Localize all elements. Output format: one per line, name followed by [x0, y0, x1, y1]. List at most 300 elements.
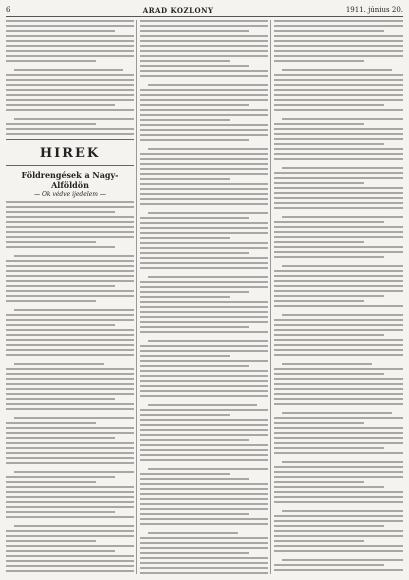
column-divider [136, 20, 137, 574]
text-line [6, 403, 134, 405]
text-line [140, 178, 230, 180]
text-line [140, 547, 268, 549]
text-line [6, 216, 134, 218]
text-line [14, 525, 134, 527]
text-line [274, 344, 403, 346]
text-line [140, 188, 268, 190]
text-line [140, 65, 249, 67]
text-line [6, 388, 134, 390]
text-line [274, 383, 403, 385]
text-line [140, 35, 268, 37]
text-line [6, 99, 134, 101]
text-line [140, 331, 268, 333]
text-line [274, 290, 403, 292]
text-line [6, 378, 134, 380]
text-line [140, 183, 268, 185]
text-line [6, 109, 134, 111]
text-line [14, 363, 104, 365]
text-line [6, 285, 115, 287]
text-line [6, 300, 96, 302]
text-line [6, 530, 134, 532]
text-line [140, 242, 268, 244]
text-line [274, 74, 403, 76]
text-line [140, 134, 268, 136]
text-line [274, 422, 364, 424]
text-line [274, 50, 403, 52]
text-line [274, 545, 403, 547]
text-line [6, 50, 134, 52]
text-line [140, 163, 268, 165]
text-line [274, 143, 384, 145]
text-line [274, 378, 403, 380]
text-line [274, 30, 384, 32]
text-line [274, 89, 403, 91]
text-line [6, 329, 134, 331]
text-line [140, 237, 230, 239]
text-line [6, 516, 134, 518]
text-line [282, 461, 403, 463]
text-line [6, 35, 134, 37]
text-line [140, 267, 268, 269]
text-line [140, 537, 268, 539]
text-line [140, 355, 230, 357]
text-line [274, 94, 403, 96]
text-line [6, 275, 134, 277]
text-line [274, 60, 364, 62]
text-line [140, 508, 268, 510]
text-line [6, 491, 134, 493]
text-line [6, 540, 96, 542]
text-line [140, 291, 249, 293]
text-line [6, 265, 134, 267]
text-line [14, 309, 134, 311]
text-line [140, 94, 268, 96]
text-line [6, 104, 115, 106]
text-line [6, 560, 134, 562]
text-line [140, 89, 268, 91]
column-divider [270, 20, 271, 574]
text-line [140, 262, 268, 264]
text-line [140, 488, 268, 490]
text-line [274, 153, 403, 155]
text-line [274, 486, 384, 488]
text-line [14, 69, 123, 71]
text-line [274, 285, 403, 287]
text-line [14, 417, 134, 419]
text-line [140, 198, 268, 200]
text-line [282, 314, 403, 316]
text-line [6, 408, 134, 410]
text-line [6, 231, 134, 233]
text-line [140, 321, 268, 323]
text-line [140, 513, 249, 515]
text-line [274, 437, 403, 439]
text-line [274, 280, 403, 282]
text-line [6, 457, 134, 459]
text-line [140, 572, 268, 574]
text-line [140, 227, 268, 229]
text-line [274, 339, 403, 341]
text-line [148, 532, 238, 534]
text-line [274, 270, 403, 272]
text-line [140, 518, 268, 520]
text-line [274, 197, 403, 199]
text-line [274, 20, 403, 22]
text-line [140, 301, 268, 303]
text-line [282, 167, 403, 169]
text-line [140, 444, 268, 446]
text-line [140, 395, 268, 397]
text-line [274, 133, 403, 135]
text-line [140, 124, 268, 126]
text-line [274, 109, 403, 111]
text-line [274, 104, 384, 106]
text-line [6, 241, 96, 243]
text-line [140, 454, 268, 456]
text-line [6, 462, 134, 464]
text-line [140, 493, 268, 495]
text-line [6, 339, 134, 341]
text-line [148, 276, 268, 278]
text-line [274, 354, 403, 356]
text-line [140, 203, 268, 205]
text-line [6, 535, 134, 537]
text-line [140, 326, 249, 328]
text-line [282, 216, 403, 218]
text-line [6, 74, 134, 76]
text-line [6, 398, 115, 400]
text-line [6, 496, 134, 498]
column-left [6, 20, 134, 574]
column-middle [140, 20, 268, 574]
text-line [274, 530, 403, 532]
text-line [6, 383, 134, 385]
text-line [6, 314, 134, 316]
text-line [140, 478, 249, 480]
text-line [274, 79, 403, 81]
text-line [282, 118, 403, 120]
issue-date: 1911. június 20. [345, 6, 403, 14]
text-line [140, 498, 268, 500]
text-line [140, 409, 268, 411]
text-line [282, 69, 392, 71]
text-line [140, 247, 268, 249]
text-line [274, 481, 364, 483]
text-line [274, 349, 403, 351]
text-line [6, 476, 115, 478]
text-line [140, 390, 268, 392]
text-line [140, 30, 249, 32]
text-line [274, 540, 364, 542]
text-line [140, 473, 230, 475]
text-line [140, 424, 268, 426]
text-line [274, 236, 403, 238]
text-line [140, 345, 268, 347]
text-line [274, 432, 403, 434]
text-line [6, 354, 134, 356]
text-line [6, 211, 115, 213]
text-line [274, 99, 403, 101]
text-line [282, 265, 403, 267]
text-line [148, 468, 268, 470]
text-line [282, 412, 392, 414]
text-line [6, 270, 134, 272]
text-line [140, 55, 268, 57]
text-line [274, 192, 403, 194]
text-line [6, 334, 134, 336]
text-line [140, 139, 249, 141]
text-line [140, 542, 268, 544]
text-line [140, 552, 249, 554]
text-line [14, 255, 134, 257]
text-line [148, 404, 257, 406]
text-line [274, 515, 403, 517]
text-line [14, 118, 134, 120]
text-line [6, 550, 115, 552]
text-line [274, 172, 403, 174]
text-line [6, 555, 134, 557]
text-line [274, 256, 384, 258]
text-line [6, 20, 134, 22]
text-line [6, 89, 134, 91]
text-line [6, 133, 134, 135]
text-line [140, 129, 268, 131]
text-line [274, 466, 403, 468]
text-line [140, 523, 268, 525]
text-line [274, 300, 364, 302]
text-line [6, 545, 134, 547]
text-line [274, 550, 403, 552]
text-line [140, 222, 268, 224]
text-line [6, 221, 134, 223]
text-line [6, 45, 134, 47]
text-line [140, 217, 249, 219]
text-line [274, 187, 403, 189]
text-line [6, 432, 134, 434]
text-line [274, 334, 384, 336]
text-line [274, 177, 403, 179]
text-line [140, 109, 268, 111]
text-line [274, 564, 384, 566]
text-line [274, 84, 403, 86]
text-line [274, 35, 403, 37]
text-line [140, 439, 249, 441]
text-line [140, 45, 268, 47]
text-line [140, 70, 268, 72]
text-line [274, 520, 403, 522]
text-line [6, 319, 134, 321]
text-line [6, 290, 134, 292]
text-line [274, 295, 384, 297]
text-line [274, 535, 403, 537]
text-line [6, 570, 134, 572]
text-line [6, 452, 134, 454]
text-line [6, 442, 134, 444]
text-line [6, 84, 134, 86]
text-line [6, 486, 134, 488]
text-line [6, 511, 115, 513]
text-line [282, 510, 403, 512]
article-headline: Földrengések a Nagy-Alföldön [21, 170, 119, 190]
text-line [274, 158, 403, 160]
text-line [140, 562, 268, 564]
text-line [140, 20, 268, 22]
text-line [140, 380, 268, 382]
text-line [274, 452, 403, 454]
text-line [274, 319, 403, 321]
text-line [6, 246, 115, 248]
text-line [6, 506, 134, 508]
page-header [6, 4, 403, 17]
text-line [6, 344, 134, 346]
text-line [140, 114, 268, 116]
text-line [274, 182, 364, 184]
text-line [282, 363, 372, 365]
text-line [148, 212, 268, 214]
text-line [140, 483, 268, 485]
text-line [140, 75, 268, 77]
text-line [274, 231, 403, 233]
text-line [274, 123, 364, 125]
text-line [14, 471, 134, 473]
text-line [274, 226, 403, 228]
text-line [6, 60, 96, 62]
text-line [6, 501, 134, 503]
text-line [274, 447, 384, 449]
text-line [148, 340, 268, 342]
text-line [6, 25, 134, 27]
text-line [140, 168, 268, 170]
text-line [6, 123, 96, 125]
text-line [140, 232, 268, 234]
text-line [6, 40, 134, 42]
section-rule [6, 165, 134, 166]
text-line [6, 481, 96, 483]
text-line [140, 286, 268, 288]
page-number: 6 [6, 6, 11, 14]
text-line [6, 128, 134, 130]
text-line [6, 30, 115, 32]
text-line [140, 459, 268, 461]
text-line [274, 241, 364, 243]
text-line [274, 55, 403, 57]
text-line [140, 360, 268, 362]
text-line [274, 525, 384, 527]
text-line [6, 373, 134, 375]
text-line [274, 373, 384, 375]
text-line [274, 128, 403, 130]
text-line [140, 370, 268, 372]
section-title: HIREK [39, 146, 101, 161]
text-line [140, 257, 268, 259]
text-line [140, 193, 268, 195]
text-line [140, 50, 268, 52]
text-line [274, 207, 403, 209]
text-line [6, 422, 96, 424]
text-line [6, 206, 134, 208]
text-line [274, 442, 403, 444]
text-line [274, 501, 403, 503]
text-line [6, 349, 134, 351]
text-line [140, 503, 268, 505]
text-line [274, 138, 403, 140]
text-line [6, 55, 134, 57]
text-line [140, 25, 268, 27]
text-line [140, 99, 268, 101]
text-line [148, 84, 268, 86]
text-line [140, 429, 268, 431]
text-line [140, 281, 268, 283]
text-line [140, 419, 268, 421]
text-line [274, 388, 403, 390]
text-line [140, 449, 268, 451]
text-line [6, 447, 134, 449]
text-line [6, 236, 134, 238]
text-line [140, 119, 230, 121]
text-line [274, 251, 403, 253]
text-line [140, 375, 268, 377]
text-line [274, 471, 403, 473]
text-line [140, 567, 268, 569]
text-line [148, 148, 268, 150]
text-line [140, 40, 268, 42]
text-line [6, 79, 134, 81]
text-line [274, 393, 403, 395]
text-line [274, 427, 403, 429]
text-line [140, 296, 230, 298]
text-line [274, 569, 403, 571]
masthead: ARAD KOZLONY [142, 5, 214, 15]
text-line [6, 295, 134, 297]
text-line [140, 158, 268, 160]
text-line [274, 221, 384, 223]
text-line [274, 398, 403, 400]
article-kicker: — Ok védve ijedelem — [34, 191, 106, 198]
text-line [6, 368, 134, 370]
text-line [6, 94, 134, 96]
text-line [274, 476, 403, 478]
text-line [140, 173, 268, 175]
text-line [6, 260, 134, 262]
text-line [140, 311, 268, 313]
text-line [140, 365, 249, 367]
text-line [6, 280, 134, 282]
text-line [6, 324, 115, 326]
text-line [6, 393, 134, 395]
text-line [274, 496, 403, 498]
text-line [6, 427, 134, 429]
text-line [274, 148, 403, 150]
text-line [274, 202, 403, 204]
text-line [140, 316, 268, 318]
column-right [274, 20, 403, 574]
text-line [140, 104, 249, 106]
text-line [274, 275, 403, 277]
text-line [274, 246, 403, 248]
text-line [274, 491, 403, 493]
text-line [140, 557, 268, 559]
text-line [274, 368, 403, 370]
text-line [274, 25, 403, 27]
text-line [140, 153, 268, 155]
text-line [140, 385, 268, 387]
text-line [6, 226, 134, 228]
text-line [6, 565, 134, 567]
text-line [140, 350, 268, 352]
text-line [274, 45, 403, 47]
text-line [274, 324, 403, 326]
text-line [140, 434, 268, 436]
